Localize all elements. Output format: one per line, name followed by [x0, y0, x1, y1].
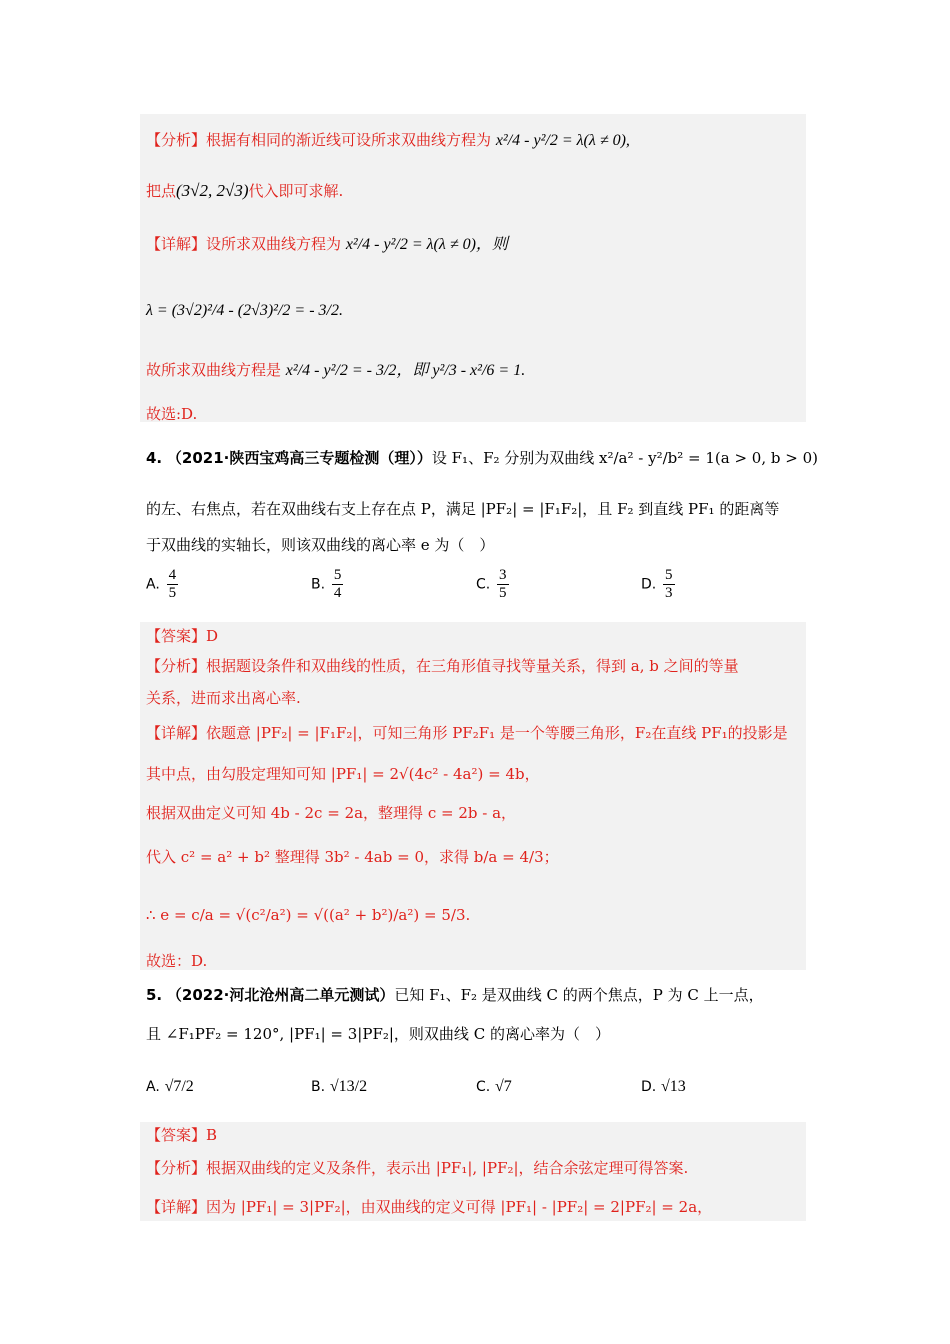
q3-analysis-line-2: 把点(3√2, 2√3)代入即可求解.	[146, 181, 344, 200]
q4-choice: 故选：D.	[146, 952, 208, 970]
q4-analysis-2: 关系，进而求出离心率.	[146, 689, 301, 707]
hyperbola-equation: x²/4 - y²/2 = λ(λ ≠ 0)，则	[345, 236, 508, 253]
q5-stem-line-1: 5. （2022·河北沧州高二单元测试）已知 F₁、F₂ 是双曲线 C 的两个焦点，P 为 C 上一点，	[146, 986, 764, 1004]
q5-stem-line-2: 且 ∠F₁PF₂ = 120°, |PF₁| = 3|PF₂|，则双曲线 C 的离心率为（ ）	[146, 1025, 610, 1043]
q4-stem-line-1: 4. （2021·陕西宝鸡高三专题检测（理））设 F₁、F₂ 分别为双曲线 x²/a² - y²/b² = 1(a > 0, b > 0)	[146, 449, 818, 467]
q3-analysis-line: 【分析】根据有相同的渐近线可设所求双曲线方程为 x²/4 - y²/2 = λ(λ ≠ 0),	[146, 131, 630, 149]
q4-answer: 【答案】D	[146, 627, 219, 645]
q4-option-d[interactable]: D. $\frac{5}{3}$	[641, 567, 673, 601]
q5-analysis: 【分析】根据双曲线的定义及条件，表示出 |PF₁|, |PF₂|，结合余弦定理可得答案.	[146, 1159, 689, 1177]
q5-source: （2022·河北沧州高二单元测试）	[166, 986, 395, 1004]
q4-analysis-1: 【分析】根据题设条件和双曲线的性质，在三角形值寻找等量关系，得到 a, b 之间的等量	[146, 657, 739, 675]
asymptote-equation: x²/4 - y²/2 = λ(λ ≠ 0),	[495, 132, 630, 149]
point-expression: (3√2, 2√3)	[176, 181, 249, 200]
lambda-equation: λ = (3√2)²/4 - (2√3)²/2 = - 3/2.	[146, 302, 343, 319]
q4-option-c[interactable]: C. $\frac{3}{5}$	[476, 567, 507, 601]
q4-number: 4.	[146, 449, 163, 467]
q3-result-line: 故所求双曲线方程是 x²/4 - y²/2 = - 3/2，即 y²/3 - x²/6 = 1.	[146, 361, 526, 379]
q5-answer: 【答案】B	[146, 1126, 218, 1144]
q4-stem-line-3: 于双曲线的实轴长，则该双曲线的离心率 e 为（ ）	[146, 536, 495, 554]
q4-stem-line-2: 的左、右焦点，若在双曲线右支上存在点 P，满足 |PF₂| = |F₁F₂|，且 F₂ 到直线 PF₁ 的距离等	[146, 500, 780, 518]
q3-detail-line: 【详解】设所求双曲线方程为 x²/4 - y²/2 = λ(λ ≠ 0)，则	[146, 235, 508, 253]
q3-choice-line: 故选:D.	[146, 405, 198, 423]
q4-detail-1: 【详解】依题意 |PF₂| = |F₁F₂|，可知三角形 PF₂F₁ 是一个等腰三角形，F₂在直线 PF₁的投影是	[146, 724, 788, 742]
q5-detail: 【详解】因为 |PF₁| = 3|PF₂|，由双曲线的定义可得 |PF₁| - |PF₂| = 2|PF₂| = 2a，	[146, 1198, 713, 1216]
q4-source: （2021·陕西宝鸡高三专题检测（理））	[166, 449, 432, 467]
q5-option-d[interactable]: D. √13	[641, 1078, 686, 1095]
result-equation: x²/4 - y²/2 = - 3/2，即 y²/3 - x²/6 = 1.	[285, 362, 526, 379]
q5-option-c[interactable]: C. √7	[476, 1078, 512, 1095]
q4-option-a[interactable]: A. $\frac{4}{5}$	[146, 567, 177, 601]
analysis-tag: 【分析】	[146, 131, 207, 149]
q4-option-b[interactable]: B. $\frac{5}{4}$	[311, 567, 342, 601]
q3-lambda-line	[146, 300, 343, 321]
q4-detail-2: 其中点，由勾股定理知可知 |PF₁| = 2√(4c² - 4a²) = 4b，	[146, 765, 540, 783]
detail-tag: 【详解】	[146, 235, 207, 253]
q4-detail-3: 根据双曲定义可知 4b - 2c = 2a，整理得 c = 2b - a，	[146, 804, 517, 822]
q4-detail-5: ∴ e = c/a = √(c²/a²) = √((a² + b²)/a²) = 5/3.	[146, 906, 471, 924]
q5-number: 5.	[146, 986, 163, 1004]
q4-detail-4: 代入 c² = a² + b² 整理得 3b² - 4ab = 0，求得 b/a = 4/3；	[146, 848, 559, 866]
q5-option-b[interactable]: B. √13/2	[311, 1078, 368, 1095]
q5-option-a[interactable]: A. √7/2	[146, 1078, 194, 1095]
